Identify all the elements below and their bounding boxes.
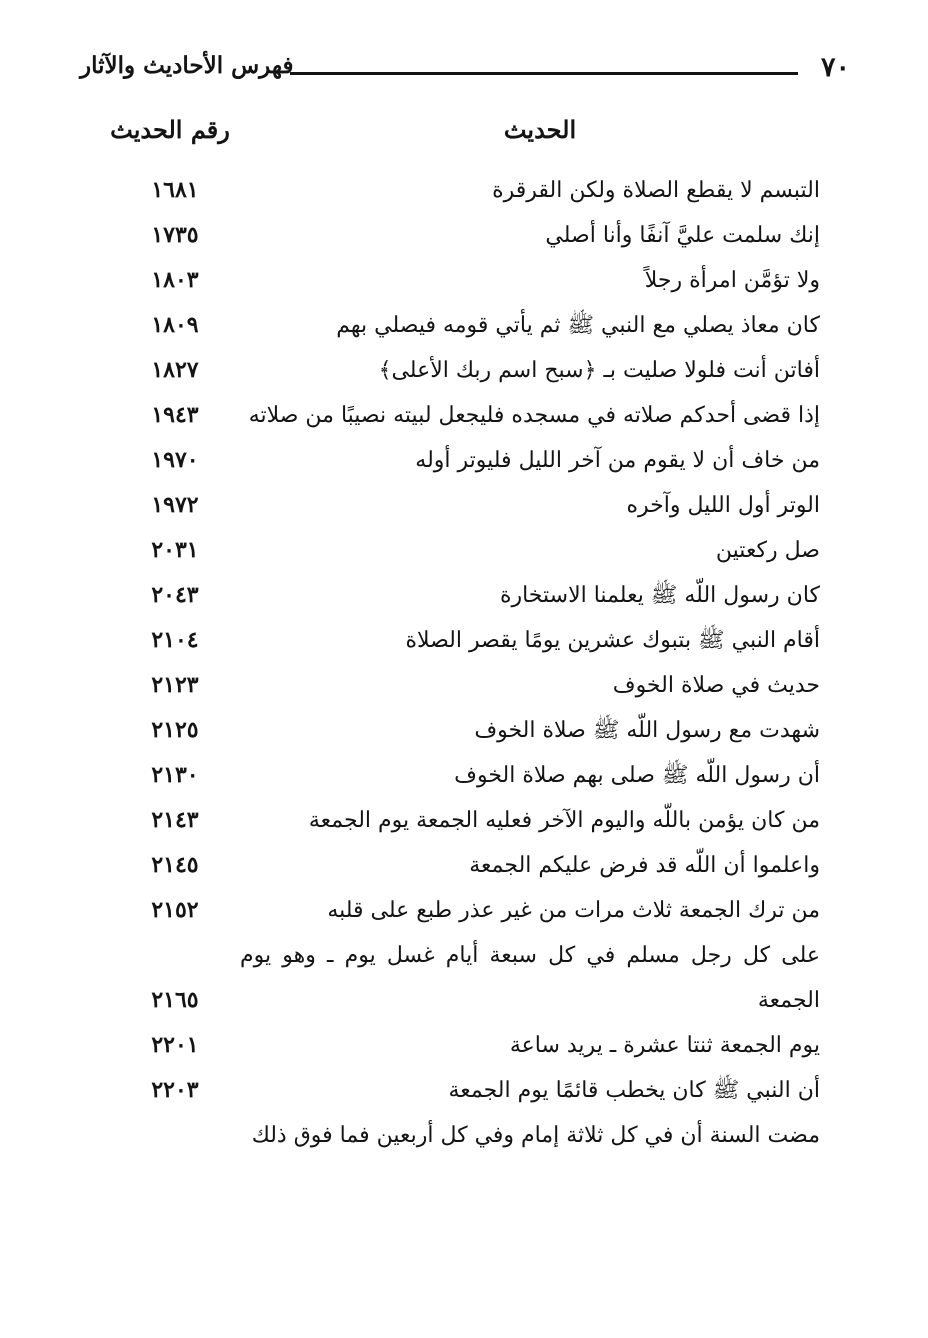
index-entry (110, 663, 820, 708)
hadith-text: إذا قضى أحدكم صلاته في مسجده فليجعل لبيته نصيبًا من صلاته (248, 403, 820, 428)
hadith-number: ٢١٤٥ (151, 852, 199, 878)
hadith-text: شهدت مع رسول اللّه ﷺ صلاة الخوف (474, 718, 820, 743)
hadith-text: صل ركعتين (715, 538, 820, 563)
hadith-index-list (110, 168, 820, 1158)
hadith-text: ولا تؤمَّن امرأة رجلاً (644, 268, 820, 293)
index-entry (110, 438, 820, 483)
index-entry (110, 348, 820, 393)
column-header-number: رقم الحديث (110, 115, 230, 144)
hadith-number: ٢٢٠١ (151, 1032, 199, 1058)
hadith-number: ١٩٧٠ (151, 447, 199, 473)
index-entry (110, 798, 820, 843)
hadith-number: ١٨٢٧ (151, 357, 199, 383)
hadith-number: ٢١٠٤ (151, 627, 199, 653)
hadith-text: حديث في صلاة الخوف (612, 673, 820, 698)
hadith-text: مضت السنة أن في كل ثلاثة إمام وفي كل أربعين فما فوق ذلك (251, 1123, 820, 1148)
index-entry (110, 708, 820, 753)
hadith-number: ١٩٧٢ (151, 492, 199, 518)
index-entry (110, 393, 820, 438)
index-entry (110, 1113, 820, 1158)
hadith-text: من ترك الجمعة ثلاث مرات من غير عذر طبع على قلبه (327, 898, 820, 923)
hadith-number: ٢١٦٥ (151, 987, 199, 1013)
index-entry (110, 168, 820, 213)
hadith-number: ٢٠٣١ (151, 537, 199, 563)
index-entry (110, 528, 820, 573)
column-header-hadith: الحديث (503, 115, 577, 144)
hadith-text: الوتر أول الليل وآخره (626, 493, 820, 518)
hadith-number: ٢١٢٣ (151, 672, 199, 698)
hadith-text: على كل رجل مسلم في كل سبعة أيام غسل يوم ـ وهو يوم الجمعة (240, 943, 820, 1013)
page-number: ٧٠ (820, 52, 850, 83)
index-entry (110, 1068, 820, 1113)
hadith-number: ٢٢٠٣ (151, 1077, 199, 1103)
hadith-text: كان معاذ يصلي مع النبي ﷺ ثم يأتي قومه فيصلي بهم (336, 313, 820, 338)
hadith-number: ٢١٥٢ (151, 897, 199, 923)
hadith-text: أن النبي ﷺ كان يخطب قائمًا يوم الجمعة (448, 1078, 820, 1103)
running-title: فهرس الأحاديث والآثار (80, 52, 294, 79)
hadith-number: ١٦٨١ (151, 177, 199, 203)
hadith-number: ٢١٣٠ (151, 762, 199, 788)
index-entry (110, 213, 820, 258)
hadith-number: ١٩٤٣ (151, 402, 199, 428)
index-entry (110, 843, 820, 888)
hadith-text: واعلموا أن اللّه قد فرض عليكم الجمعة (469, 853, 820, 878)
index-entry (110, 573, 820, 618)
hadith-text: كان رسول اللّه ﷺ يعلمنا الاستخارة (499, 583, 820, 608)
hadith-text: يوم الجمعة ثنتا عشرة ـ يريد ساعة (509, 1033, 820, 1058)
hadith-text: التبسم لا يقطع الصلاة ولكن القرقرة (492, 178, 820, 203)
running-header (80, 50, 850, 94)
hadith-number: ١٧٣٥ (151, 222, 199, 248)
index-entry (110, 618, 820, 663)
header-rule (290, 72, 798, 75)
hadith-text: أن رسول اللّه ﷺ صلى بهم صلاة الخوف (454, 763, 820, 788)
hadith-text: إنك سلمت عليَّ آنفًا وأنا أصلي (545, 223, 820, 248)
index-entry (110, 258, 820, 303)
hadith-number: ٢١٢٥ (151, 717, 199, 743)
index-entry (110, 1023, 820, 1068)
index-entry (110, 933, 820, 1023)
hadith-text: أفاتن أنت فلولا صليت بـ ﴿سبح اسم ربك الأعلى﴾ (378, 358, 820, 383)
index-entry (110, 483, 820, 528)
hadith-text: أقام النبي ﷺ بتبوك عشرين يومًا يقصر الصلاة (405, 628, 820, 653)
index-entry (110, 753, 820, 798)
hadith-number: ٢١٤٣ (151, 807, 199, 833)
hadith-number: ١٨٠٩ (151, 312, 199, 338)
hadith-number: ٢٠٤٣ (151, 582, 199, 608)
index-entry (110, 303, 820, 348)
index-entry (110, 888, 820, 933)
hadith-text: من كان يؤمن باللّه واليوم الآخر فعليه الجمعة يوم الجمعة (308, 808, 820, 833)
hadith-number: ١٨٠٣ (151, 267, 199, 293)
hadith-text: من خاف أن لا يقوم من آخر الليل فليوتر أوله (415, 448, 820, 473)
